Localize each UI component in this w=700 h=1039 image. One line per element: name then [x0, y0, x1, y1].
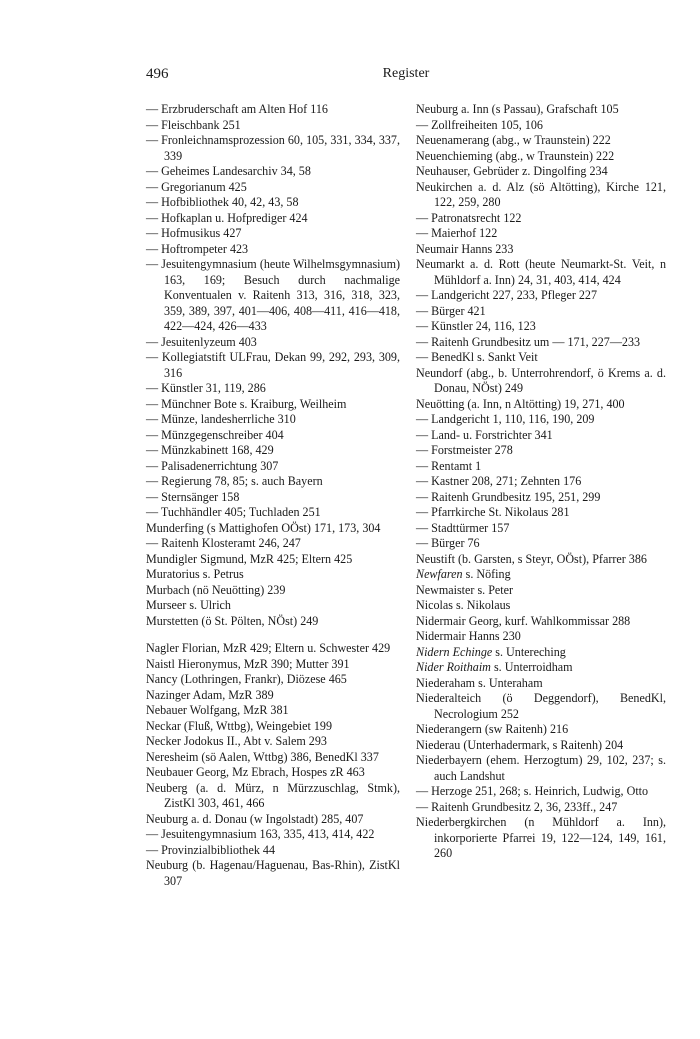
index-entry-text: — Raitenh Grundbesitz 195, 251, 299 — [416, 489, 601, 504]
index-entry-text: Munderfing (s Mattighofen OÖst) 171, 173, 304 — [146, 520, 381, 535]
index-entry — [416, 490, 666, 506]
index-entry-text: s. Unterroidham — [493, 660, 573, 674]
index-entry-text: — Bürger 421 — [416, 303, 486, 318]
index-entry — [146, 428, 400, 444]
index-entry — [416, 164, 666, 180]
index-entry-italic-term: Nider Roithaim — [416, 660, 491, 674]
index-entry — [416, 583, 666, 599]
index-entry-text: Nazinger Adam, MzR 389 — [146, 687, 274, 702]
index-entry-text: Necker Jodokus II., Abt v. Salem 293 — [146, 734, 327, 748]
index-entry — [146, 719, 400, 735]
index-entry-italic-term: Newfaren — [416, 567, 463, 581]
index-entry — [146, 765, 400, 781]
index-entry — [416, 552, 666, 568]
index-entry-text: Nidermair Hanns 230 — [416, 629, 521, 643]
index-entry — [146, 858, 400, 889]
index-entry-text: — Raitenh Grundbesitz 2, 36, 233ff., 247 — [416, 799, 618, 814]
index-entry-text: Nagler Florian, MzR 429; Eltern u. Schwester 429 — [146, 641, 391, 655]
index-entry — [416, 691, 666, 722]
index-entry — [416, 335, 666, 351]
index-entry — [416, 443, 666, 459]
index-entry-text: Nebauer Wolfgang, MzR 381 — [146, 703, 289, 717]
index-entry — [416, 738, 666, 754]
index-entry — [146, 180, 400, 196]
index-entry-text: — Stadttürmer 157 — [416, 520, 510, 535]
index-entry-text: Niederbergkirchen (n Mühldorf a. Inn), inkorporierte Pfarrei 19, 122—124, 149, 161, 260 — [416, 815, 666, 860]
index-entry-text: — Zollfreiheiten 105, 106 — [416, 117, 543, 132]
index-entry-text: Niederbayern (ehem. Herzogtum) 29, 102, 237; s. auch Landshut — [416, 753, 666, 783]
index-entry-text: — Regierung 78, 85; s. auch Bayern — [146, 474, 323, 488]
index-entry-text: — Provinzialbibliothek 44 — [146, 842, 275, 857]
index-column-right — [416, 102, 666, 862]
index-entry-text: s. Untereching — [495, 644, 566, 659]
index-entry — [416, 800, 666, 816]
index-entry — [146, 211, 400, 227]
index-entry-text: — Raitenh Klosteramt 246, 247 — [146, 536, 301, 550]
index-entry-text: Neuenamerang (abg., w Traunstein) 222 — [416, 133, 611, 147]
index-entry-text: — Hofbibliothek 40, 42, 43, 58 — [146, 195, 299, 209]
index-entry-text: — Jesuitengymnasium (heute Wilhelmsgymnasium) 163, 169; Besuch durch nachmalige Konventualen v. Raitenh 313, 316, 318, 323, 359, 389, 397, 401—406, 408—411, 416—418, 422—424, 426—433 — [146, 257, 400, 333]
index-entry-text: Nicolas s. Nikolaus — [416, 598, 511, 612]
index-entry — [146, 505, 400, 521]
index-entry — [146, 567, 400, 583]
index-entry — [416, 304, 666, 320]
index-entry — [416, 288, 666, 304]
index-entry — [416, 784, 666, 800]
index-entry-text: Neuburg a. d. Donau (w Ingolstadt) 285, 407 — [146, 811, 364, 826]
index-entry — [416, 366, 666, 397]
index-entry — [146, 827, 400, 843]
index-entry-text: Neundorf (abg., b. Unterrohrendorf, ö Krems a. d. Donau, NÖst) 249 — [416, 365, 666, 395]
index-entry-text: Murstetten (ö St. Pölten, NÖst) 249 — [146, 613, 319, 628]
index-entry-text: — Land- u. Forstrichter 341 — [416, 427, 553, 442]
index-entry-text: — Münchner Bote s. Kraiburg, Weilheim — [146, 396, 347, 411]
index-entry-text: — Gregorianum 425 — [146, 179, 247, 194]
index-entry-text: — Forstmeister 278 — [416, 443, 513, 457]
index-entry — [146, 350, 400, 381]
index-entry-text: — Fleischbank 251 — [146, 117, 241, 132]
index-entry-text: Neuburg a. Inn (s Passau), Grafschaft 105 — [416, 102, 619, 116]
index-entry-text: Neuburg (b. Hagenau/Haguenau, Bas-Rhin), ZistKl 307 — [146, 858, 400, 888]
running-head: Register — [382, 66, 430, 81]
index-entry-text: — Hoftrompeter 423 — [146, 241, 249, 256]
index-entry-text: — Jesuitenlyzeum 403 — [146, 334, 257, 349]
index-entry — [146, 734, 400, 750]
index-entry — [416, 149, 666, 165]
index-entry — [416, 319, 666, 335]
index-entry — [146, 397, 400, 413]
index-entry — [146, 381, 400, 397]
index-entry — [146, 657, 400, 673]
index-entry-text: Neustift (b. Garsten, s Steyr, OÖst), Pfarrer 386 — [416, 551, 647, 566]
index-entry — [146, 750, 400, 766]
index-entry-text: Mundigler Sigmund, MzR 425; Eltern 425 — [146, 551, 353, 566]
index-entry — [146, 335, 400, 351]
index-entry — [146, 257, 400, 335]
index-column-left — [146, 102, 400, 889]
index-entry-text: Niederangern (sw Raitenh) 216 — [416, 722, 569, 736]
index-entry-text: Neubauer Georg, Mz Ebrach, Hospes zR 463 — [146, 765, 365, 779]
index-entry — [416, 350, 666, 366]
index-entry-text: — Jesuitengymnasium 163, 335, 413, 414, 422 — [146, 827, 375, 841]
index-entry — [146, 552, 400, 568]
index-entry-text: Nidermair Georg, kurf. Wahlkommissar 288 — [416, 613, 631, 628]
index-entry — [416, 505, 666, 521]
index-entry — [416, 645, 666, 661]
index-entry-text: — Herzoge 251, 268; s. Heinrich, Ludwig, Otto — [416, 784, 649, 798]
index-entry — [416, 118, 666, 134]
index-entry — [146, 133, 400, 164]
index-entry — [416, 257, 666, 288]
index-entry-text: Neuötting (a. Inn, n Altötting) 19, 271, 400 — [416, 396, 625, 411]
index-entry — [146, 474, 400, 490]
index-entry-text: — Geheimes Landesarchiv 34, 58 — [146, 164, 311, 178]
index-entry — [416, 133, 666, 149]
index-entry — [146, 412, 400, 428]
index-entry — [146, 812, 400, 828]
index-entry — [416, 211, 666, 227]
index-entry — [416, 102, 666, 118]
index-entry — [416, 521, 666, 537]
index-entry — [416, 226, 666, 242]
index-entry-text: — Bürger 76 — [416, 536, 480, 550]
index-entry — [146, 703, 400, 719]
index-entry — [146, 688, 400, 704]
index-entry — [146, 536, 400, 552]
index-entry-text: — Kollegiatstift ULFrau, Dekan 99, 292, 293, 309, 316 — [146, 350, 400, 380]
index-entry-text: Murseer s. Ulrich — [146, 598, 231, 612]
index-entry — [146, 598, 400, 614]
index-entry — [146, 102, 400, 118]
index-entry — [146, 583, 400, 599]
index-entry — [416, 180, 666, 211]
index-entry-text: — Kastner 208, 271; Zehnten 176 — [416, 474, 582, 488]
index-entry — [416, 676, 666, 692]
index-entry — [416, 614, 666, 630]
index-entry-text: — Raitenh Grundbesitz um — 171, 227—233 — [416, 334, 641, 349]
index-entry-text: Neckar (Fluß, Wttbg), Weingebiet 199 — [146, 718, 332, 733]
index-entry-text: Newmaister s. Peter — [416, 582, 514, 597]
index-entry-text: Neuberg (a. d. Mürz, n Mürzzuschlag, Stmk), ZistKl 303, 461, 466 — [146, 780, 400, 810]
index-entry — [416, 598, 666, 614]
index-entry-text: Neukirchen a. d. Alz (sö Altötting), Kirche 121, 122, 259, 280 — [416, 179, 666, 209]
index-entry-text: — Fronleichnamsprozession 60, 105, 331, 334, 337, 339 — [146, 133, 400, 163]
index-entry — [146, 459, 400, 475]
index-entry — [146, 242, 400, 258]
index-entry-text: Neuhauser, Gebrüder z. Dingolfing 234 — [416, 164, 608, 178]
index-entry — [146, 118, 400, 134]
index-entry — [416, 459, 666, 475]
page-header — [146, 66, 666, 86]
index-entry — [416, 629, 666, 645]
index-entry — [146, 614, 400, 630]
index-entry-text: — Hofmusikus 427 — [146, 226, 242, 240]
index-entry-text: Neuenchieming (abg., w Traunstein) 222 — [416, 148, 615, 163]
index-entry-italic-term: Nidern Echinge — [416, 644, 493, 659]
index-entry — [416, 536, 666, 552]
index-entry-text: — Landgericht 227, 233, Pfleger 227 — [416, 288, 598, 302]
index-entry — [146, 226, 400, 242]
index-entry — [146, 490, 400, 506]
index-entry-text: Muratorius s. Petrus — [146, 567, 244, 581]
index-entry-text: — Rentamt 1 — [416, 458, 482, 473]
index-entry — [146, 164, 400, 180]
index-entry-text: — Künstler 31, 119, 286 — [146, 381, 266, 395]
index-entry-text: — Palisadenerrichtung 307 — [146, 458, 279, 473]
index-entry-text: — Patronatsrecht 122 — [416, 210, 522, 225]
index-entry — [416, 397, 666, 413]
index-entry-text: — Tuchhändler 405; Tuchladen 251 — [146, 505, 321, 519]
index-entry — [416, 428, 666, 444]
index-entry-text: — Münzkabinett 168, 429 — [146, 443, 274, 457]
index-entry-text: — Landgericht 1, 110, 116, 190, 209 — [416, 412, 595, 426]
index-entry-text: — Erzbruderschaft am Alten Hof 116 — [146, 102, 328, 116]
index-entry-text: Niederaham s. Unteraham — [416, 675, 543, 690]
index-entry-text: Nancy (Lothringen, Frankr), Diözese 465 — [146, 672, 347, 686]
index-entry — [146, 641, 400, 657]
index-entry-text: — BenedKl s. Sankt Veit — [416, 350, 538, 364]
index-entry-text: s. Nöfing — [465, 567, 511, 581]
index-entry-text: — Münzgegenschreiber 404 — [146, 427, 284, 442]
index-entry-text: — Pfarrkirche St. Nikolaus 281 — [416, 505, 570, 519]
index-entry — [416, 660, 666, 676]
index-entry — [416, 242, 666, 258]
index-entry — [146, 843, 400, 859]
index-entry — [416, 567, 666, 583]
index-entry-text: — Künstler 24, 116, 123 — [416, 319, 536, 333]
index-entry-text: Neumair Hanns 233 — [416, 241, 514, 256]
index-entry — [416, 474, 666, 490]
index-entry — [146, 781, 400, 812]
index-entry-text: — Maierhof 122 — [416, 226, 498, 240]
index-entry — [416, 753, 666, 784]
index-entry-text: — Sternsänger 158 — [146, 489, 240, 504]
index-entry-text: — Münze, landesherrliche 310 — [146, 412, 296, 426]
page-number: 496 — [146, 66, 169, 82]
index-entry — [416, 722, 666, 738]
index-entry-text: Niederalteich (ö Deggendorf), BenedKl, Necrologium 252 — [416, 691, 666, 721]
index-entry-text: Naistl Hieronymus, MzR 390; Mutter 391 — [146, 656, 350, 671]
index-entry-text: Murbach (nö Neuötting) 239 — [146, 582, 286, 597]
index-entry — [146, 195, 400, 211]
index-entry — [416, 815, 666, 862]
index-entry — [146, 672, 400, 688]
index-entry-text: Neresheim (sö Aalen, Wttbg) 386, BenedKl 337 — [146, 749, 379, 764]
index-entry-text: Niederau (Unterhadermark, s Raitenh) 204 — [416, 737, 624, 752]
index-entry — [146, 443, 400, 459]
index-entry-text: Neumarkt a. d. Rott (heute Neumarkt-St. Veit, n Mühldorf a. Inn) 24, 31, 403, 414, 424 — [416, 257, 666, 287]
index-entry-text: — Hofkaplan u. Hofprediger 424 — [146, 210, 308, 225]
index-entry — [416, 412, 666, 428]
index-entry — [146, 521, 400, 537]
